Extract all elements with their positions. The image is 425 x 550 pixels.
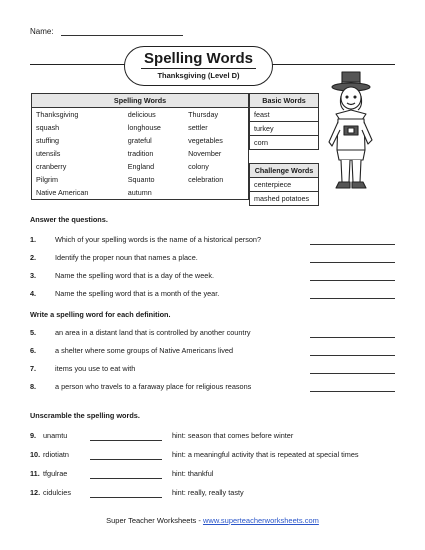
answer-line[interactable] xyxy=(310,280,395,281)
section-heading-definitions: Write a spelling word for each definition. xyxy=(30,310,171,319)
scrambled-word: cidulcies xyxy=(43,488,71,497)
answer-line[interactable] xyxy=(310,298,395,299)
definition-number: 7. xyxy=(30,364,37,373)
scrambled-word: tfgulrae xyxy=(43,469,68,478)
unscramble-row xyxy=(30,469,400,481)
hint-text: hint: really, really tasty xyxy=(172,488,244,497)
page-title: Spelling Words xyxy=(144,50,253,67)
question-row xyxy=(30,289,400,301)
scrambled-word: rdiotiatn xyxy=(43,450,69,459)
question-number: 2. xyxy=(30,253,37,262)
hint-text: hint: season that comes before winter xyxy=(172,431,294,440)
word-cell: Native American xyxy=(32,186,124,200)
spelling-words-table xyxy=(31,93,249,200)
word-cell xyxy=(184,186,248,200)
question-text: Name the spelling word that is a month of the year. xyxy=(55,289,220,298)
answer-line[interactable] xyxy=(90,478,162,479)
question-row xyxy=(30,253,400,265)
word-cell: tradition xyxy=(127,149,154,158)
hint-text: hint: a meaningful activity that is repeated at special times xyxy=(172,450,359,459)
word-cell: November xyxy=(184,147,248,160)
answer-line[interactable] xyxy=(90,459,162,460)
definition-row xyxy=(30,328,400,340)
spelling-words-header: Spelling Words xyxy=(32,94,249,108)
word-cell: vegetables xyxy=(184,134,248,147)
word-cell: squash xyxy=(32,121,124,134)
word-cell: longhouse xyxy=(127,123,161,132)
unscramble-row xyxy=(30,450,400,462)
word-cell: Thanksgiving xyxy=(32,108,124,122)
name-label: Name: xyxy=(30,27,54,36)
word-cell: cranberry xyxy=(32,160,124,173)
unscramble-row xyxy=(30,431,400,443)
definition-row xyxy=(30,346,400,358)
word-cell: Thursday xyxy=(184,108,248,122)
word-cell: celebration xyxy=(184,173,248,186)
word-cell: stuffing xyxy=(32,134,124,147)
basic-word-cell: turkey xyxy=(250,122,319,136)
definition-text: a shelter where some groups of Native Americans lived xyxy=(55,346,234,355)
question-row xyxy=(30,271,400,283)
challenge-word-cell: centerpiece xyxy=(250,178,319,192)
word-cell: colony xyxy=(184,160,248,173)
word-cell: delicious xyxy=(127,110,156,119)
challenge-word-cell: mashed potatoes xyxy=(250,192,319,206)
name-field[interactable] xyxy=(61,35,183,36)
answer-line[interactable] xyxy=(310,355,395,356)
footer-link[interactable]: www.superteacherworksheets.com xyxy=(202,516,319,525)
basic-words-header: Basic Words xyxy=(250,94,319,108)
word-cell: England xyxy=(127,162,155,171)
question-text: Identify the proper noun that names a place. xyxy=(55,253,198,262)
challenge-words-table xyxy=(249,163,319,206)
section-heading-unscramble: Unscramble the spelling words. xyxy=(30,411,140,420)
question-row xyxy=(30,235,400,247)
definition-text: an area in a distant land that is controlled by another country xyxy=(55,328,251,337)
unscramble-row xyxy=(30,488,400,500)
answer-line[interactable] xyxy=(310,337,395,338)
basic-words-table xyxy=(249,93,319,150)
footer xyxy=(0,516,425,525)
question-text: Name the spelling word that is a day of the week. xyxy=(55,271,214,280)
answer-line[interactable] xyxy=(310,262,395,263)
word-cell: grateful xyxy=(127,136,152,145)
question-number: 1. xyxy=(30,235,37,244)
unscramble-number: 11. xyxy=(30,469,40,478)
unscramble-number: 12. xyxy=(30,488,41,497)
definition-row xyxy=(30,382,400,394)
unscramble-number: 9. xyxy=(30,431,37,440)
footer-text: Super Teacher Worksheets - xyxy=(106,516,203,525)
page-subtitle: Thanksgiving (Level D) xyxy=(157,71,240,80)
question-text: Which of your spelling words is the name of a historical person? xyxy=(55,235,262,244)
unscramble-number: 10. xyxy=(30,450,41,459)
answer-line[interactable] xyxy=(310,244,395,245)
word-cell: settler xyxy=(184,121,248,134)
question-number: 3. xyxy=(30,271,37,280)
word-cell: Pilgrim xyxy=(32,173,124,186)
word-cell: autumn xyxy=(124,186,184,200)
title-rule xyxy=(141,68,256,69)
definition-number: 6. xyxy=(30,346,37,355)
section-heading-questions: Answer the questions. xyxy=(30,215,108,224)
basic-word-cell: corn xyxy=(250,136,319,150)
definition-number: 5. xyxy=(30,328,37,337)
basic-word-cell: feast xyxy=(250,108,319,122)
challenge-words-header: Challenge Words xyxy=(250,164,319,178)
scrambled-word: unamtu xyxy=(43,431,68,440)
title-banner xyxy=(124,46,273,86)
pilgrim-illustration xyxy=(322,70,380,198)
definition-text: items you use to eat with xyxy=(55,364,136,373)
definition-text: a person who travels to a faraway place for religious reasons xyxy=(55,382,252,391)
question-number: 4. xyxy=(30,289,37,298)
answer-line[interactable] xyxy=(90,497,162,498)
definition-row xyxy=(30,364,400,376)
definition-number: 8. xyxy=(30,382,37,391)
hint-text: hint: thankful xyxy=(172,469,214,478)
answer-line[interactable] xyxy=(90,440,162,441)
word-cell: utensils xyxy=(32,147,124,160)
word-cell: Squanto xyxy=(127,175,155,184)
answer-line[interactable] xyxy=(310,373,395,374)
answer-line[interactable] xyxy=(310,391,395,392)
